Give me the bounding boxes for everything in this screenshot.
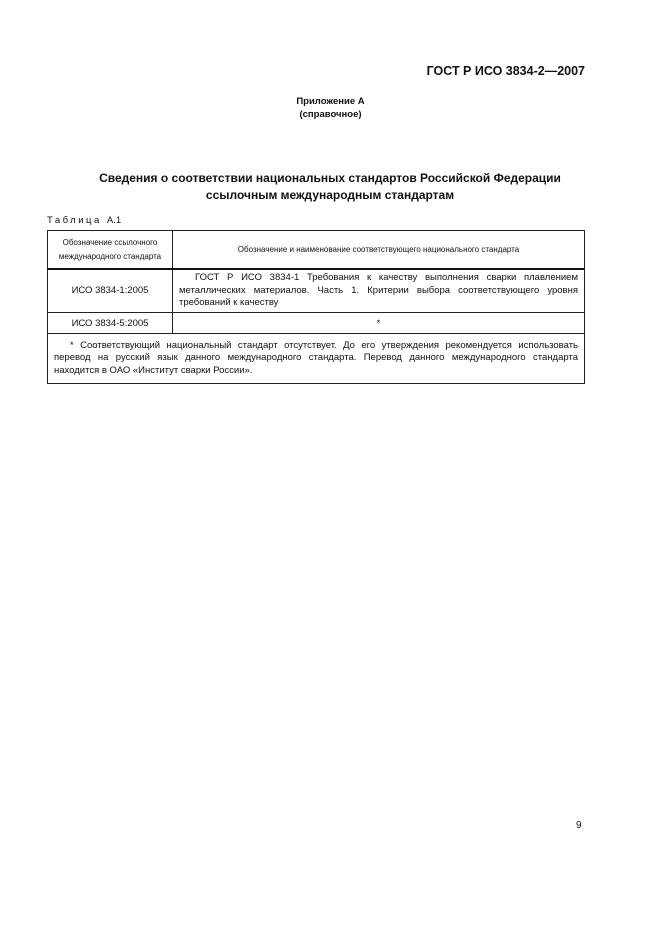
table-footnote-row bbox=[48, 334, 585, 384]
table-row bbox=[48, 313, 585, 334]
page-number: 9 bbox=[576, 820, 582, 831]
heading-line-2: ссылочным международным стандартам bbox=[205, 188, 455, 202]
column-header-intl: Обозначение ссылочного международного стандарта bbox=[48, 231, 173, 270]
table-header-row bbox=[48, 231, 585, 270]
appendix-title: Приложение А bbox=[296, 96, 365, 107]
column-header-national: Обозначение и наименование соответствующего национального стандарта bbox=[173, 231, 585, 270]
table-number: А.1 bbox=[106, 215, 122, 226]
appendix-subtitle: (справочное) bbox=[299, 109, 362, 120]
table-caption bbox=[47, 215, 121, 226]
cell-intl: ИСО 3834-5:2005 bbox=[48, 313, 173, 334]
appendix-heading bbox=[0, 95, 661, 121]
table-row bbox=[48, 269, 585, 313]
standards-table bbox=[47, 230, 585, 384]
cell-national: * bbox=[173, 313, 585, 334]
section-heading bbox=[60, 170, 600, 204]
heading-line-1: Сведения о соответствии национальных стандартов Российской Федерации bbox=[99, 171, 561, 185]
document-code: ГОСТ Р ИСО 3834-2—2007 bbox=[426, 64, 585, 78]
table-label: Таблица bbox=[47, 215, 102, 226]
cell-national: ГОСТ Р ИСО 3834-1 Требования к качеству выполнения сварки плавлением металлических материалов. Часть 1. Критерии выбора соответствующего уровня требований к качеству bbox=[173, 269, 585, 313]
cell-intl: ИСО 3834-1:2005 bbox=[48, 269, 173, 313]
table-footnote: * Соответствующий национальный стандарт отсутствует. До его утверждения рекомендуется использовать перевод на русский язык данного международного стандарта. Перевод данного международного стандарта находится в ОАО «Институт сварки России». bbox=[48, 334, 585, 384]
